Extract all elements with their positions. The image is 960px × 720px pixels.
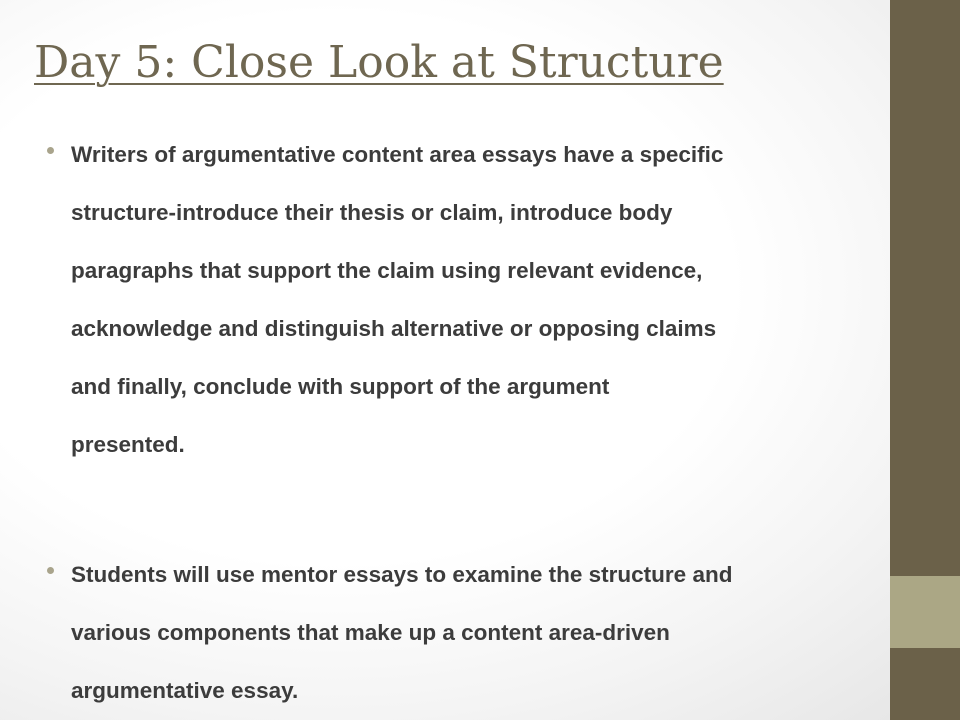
- bullet-dot-icon: [47, 147, 54, 154]
- bullet-dot-icon: [47, 567, 54, 574]
- bullet-line: Students will use mentor essays to examine the structure and: [71, 562, 733, 587]
- bullet-line: various components that make up a content area-driven: [71, 620, 670, 645]
- slide-title: Day 5: Close Look at Structure: [34, 37, 724, 88]
- bullet-text: [71, 546, 877, 720]
- side-decor-accent: [890, 576, 960, 648]
- bullet-line: acknowledge and distinguish alternative or opposing claims: [71, 316, 717, 341]
- bullet-line: presented.: [71, 432, 185, 457]
- bullet-item: [47, 546, 877, 720]
- bullet-text: [71, 126, 877, 474]
- bullet-line: and finally, conclude with support of the argument: [71, 374, 610, 399]
- bullet-line: paragraphs that support the claim using relevant evidence,: [71, 258, 703, 283]
- bullet-line: structure-introduce their thesis or claim, introduce body: [71, 200, 673, 225]
- bullet-line: Writers of argumentative content area essays have a specific: [71, 142, 724, 167]
- bullet-line: argumentative essay.: [71, 678, 299, 703]
- bullet-item: [47, 126, 877, 474]
